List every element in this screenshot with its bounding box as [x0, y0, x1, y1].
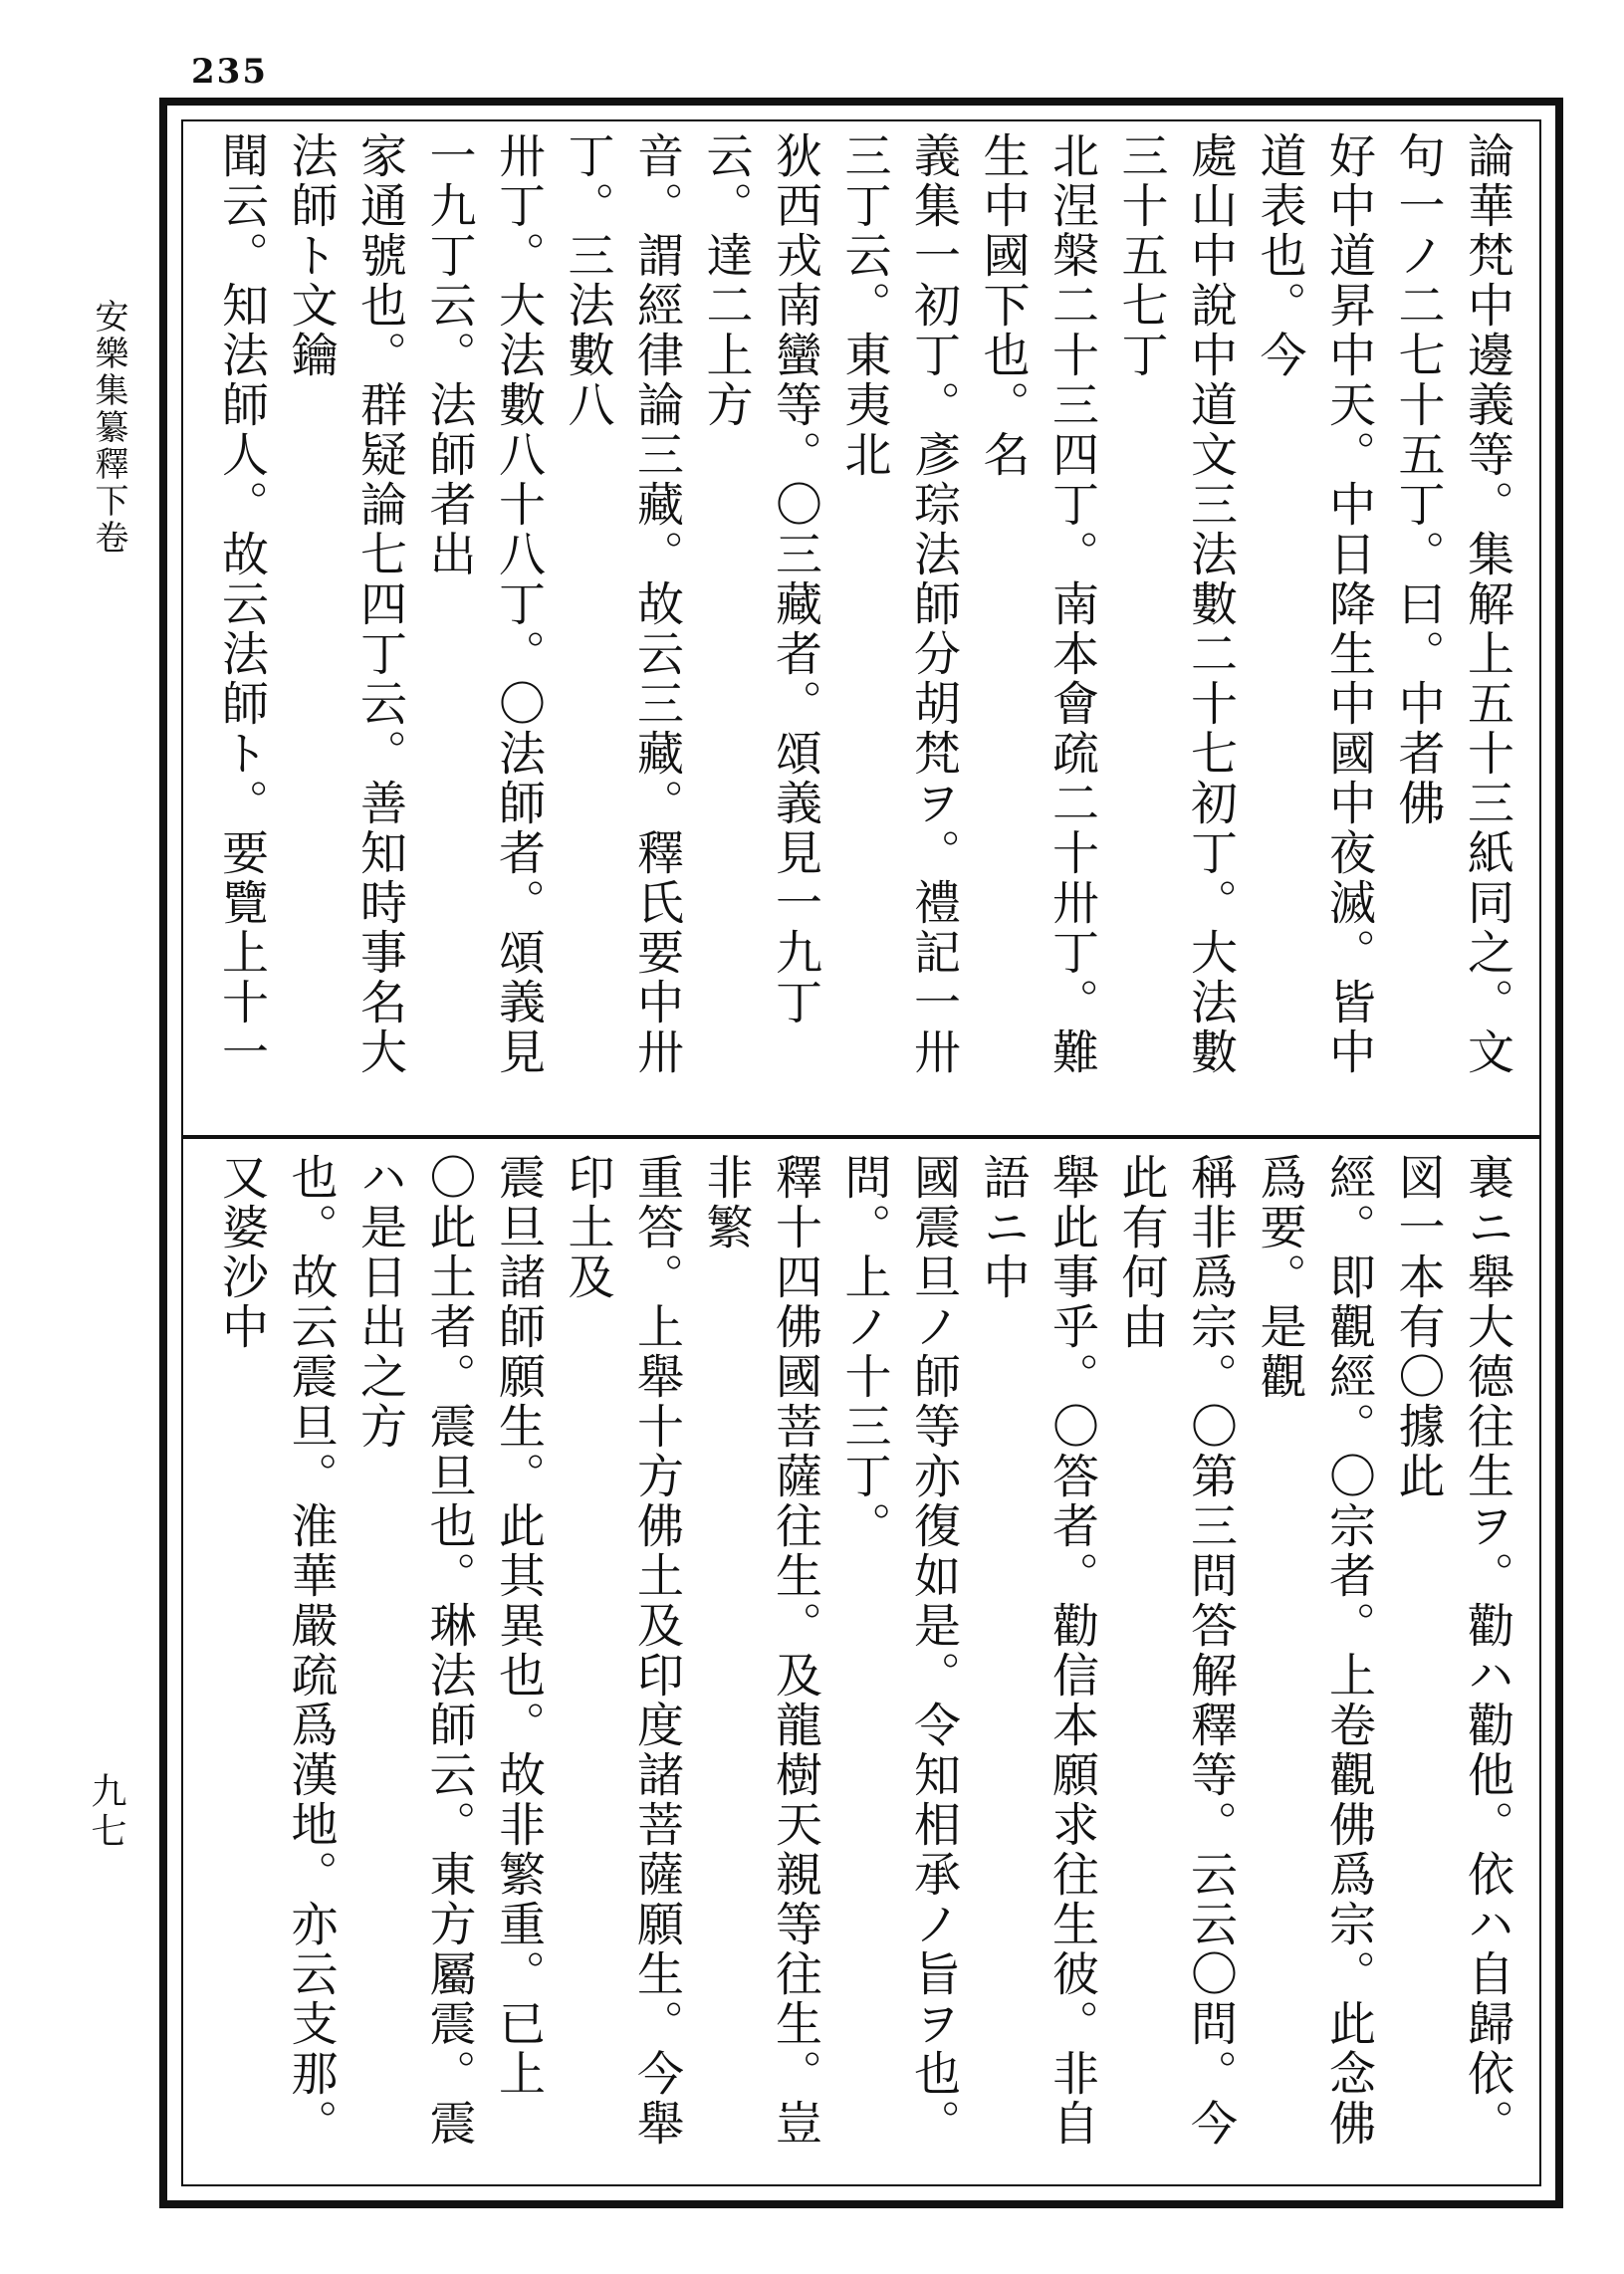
bottom-vertical-text — [201, 1153, 1521, 2174]
top-panel-line: 聞云。知法師人。故云法師ト。要覽上十一 — [214, 131, 269, 1077]
bottom-panel-line: 震旦諸師願生。此其異也。故非繁重。已上 — [491, 1153, 546, 2099]
bottom-panel-line: 舉此事乎。〇答者。勸信本願求往生彼。非自語ニ中 — [975, 1153, 1099, 2149]
top-panel-line: 音。謂經律論三藏。故云三藏。釋氏要中卅丁。三法數八 — [560, 131, 684, 1077]
top-panel-line: 北涅槃二十三四丁。南本會疏二十卅丁。難生中國下也。名 — [975, 131, 1099, 1077]
top-panel-line: 卅丁。大法數八十八丁。〇法師者。頌義見一九丁云。法師者出 — [421, 131, 546, 1077]
bottom-panel-line: 國震旦ノ師等亦復如是。令知相承ノ旨ヲ也。問。上ノ十三丁。 — [836, 1153, 961, 2149]
bottom-panel-line: 重答。上舉十方佛土及印度諸菩薩願生。今舉印土及 — [560, 1153, 684, 2149]
bottom-panel-line: 也。故云震旦。淮華嚴疏爲漢地。亦云支那。又婆沙中 — [214, 1153, 339, 2149]
bottom-panel-line: 裏ニ舉大德往生ヲ。勸ハ勸他。依ハ自歸依。図一本有〇據此 — [1390, 1153, 1514, 2149]
top-text-panel — [201, 131, 1521, 1123]
book-title-margin: 安樂集纂釋下卷 — [89, 299, 128, 557]
folio-number: 九七 — [86, 1772, 126, 1852]
bottom-panel-line: 〇此土者。震旦也。琳法師云。東方屬震。震ハ是日出之方 — [352, 1153, 477, 2149]
top-panel-line: 論華梵中邊義等。集解上五十三紙同之。文句一ノ二七十五丁。曰。中者佛 — [1390, 131, 1514, 1077]
top-vertical-text — [201, 131, 1521, 1123]
top-panel-line: 狄西戎南蠻等。〇三藏者。頌義見一九丁云。達二上方 — [698, 131, 822, 1027]
top-panel-line: 好中道昇中天。中日降生中國中夜滅。皆中道表也。今 — [1252, 131, 1376, 1077]
top-panel-line: 義集一初丁。彥琮法師分胡梵ヲ。禮記一卅三丁云。東夷北 — [836, 131, 961, 1077]
page-frame — [159, 98, 1563, 2208]
bottom-panel-line: 稱非爲宗。〇第三問答解釋等。云云〇問。今此有何由 — [1113, 1153, 1238, 2149]
top-panel-line: 處山中說中道文三法數二十七初丁。大法數三十五七丁 — [1113, 131, 1238, 1077]
center-divider — [181, 1135, 1541, 1139]
bottom-panel-line: 釋十四佛國菩薩往生。及龍樹天親等往生。豈非繁 — [698, 1153, 822, 2149]
bottom-panel-line: 經。即觀經。〇宗者。上卷觀佛爲宗。此念佛爲要。是觀 — [1252, 1153, 1376, 2149]
bottom-text-panel — [201, 1153, 1521, 2174]
top-panel-line: 家通號也。群疑論七四丁云。善知時事名大法師ト文鑰 — [283, 131, 407, 1077]
page-number: 235 — [191, 52, 268, 92]
